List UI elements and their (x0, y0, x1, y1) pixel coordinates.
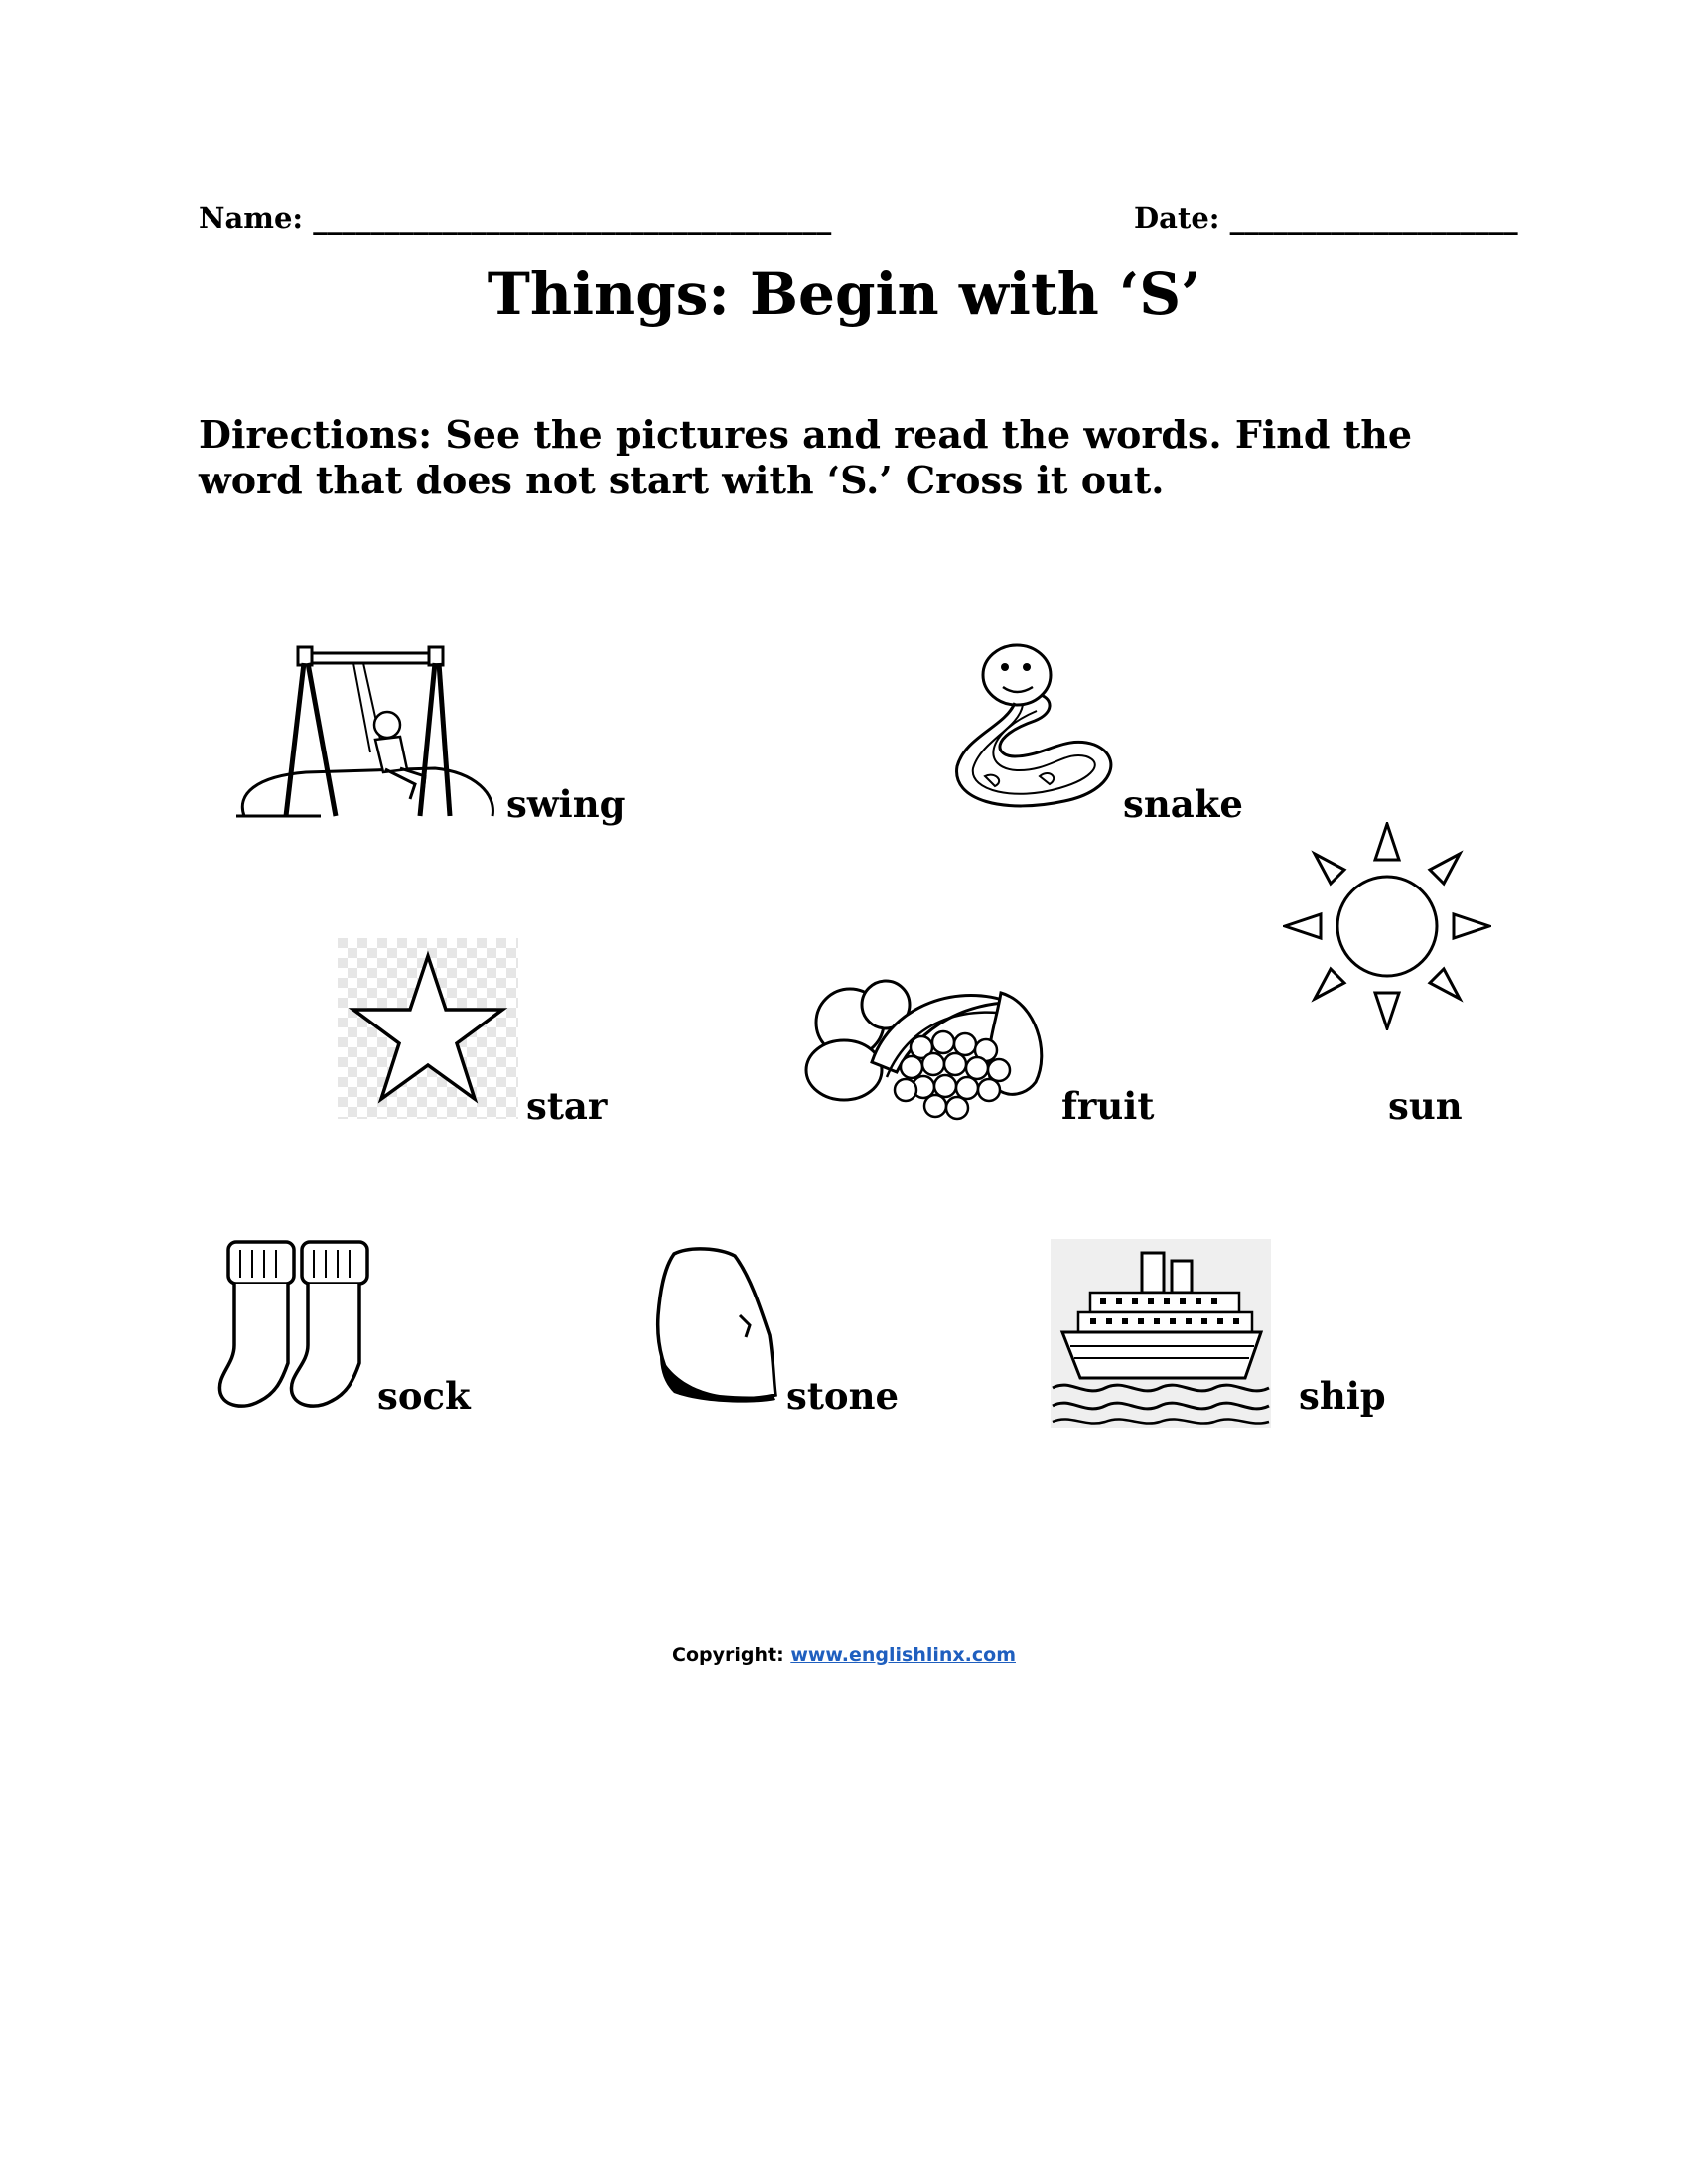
ship-icon (1051, 1239, 1271, 1428)
word-swing: swing (506, 782, 626, 826)
word-snake: snake (1123, 782, 1243, 826)
sun-icon (1283, 822, 1491, 1030)
star-icon (338, 938, 518, 1119)
word-sun: sun (1388, 1084, 1463, 1128)
copyright-label: Copyright: (672, 1644, 784, 1666)
fruit-icon (802, 963, 1055, 1122)
directions: Directions: See the pictures and read the words. Find the word that does not start with ‘S.’ Cross it out. (199, 412, 1413, 502)
word-ship: ship (1299, 1374, 1386, 1418)
word-fruit: fruit (1061, 1084, 1155, 1128)
swing-icon (236, 645, 499, 824)
website-link[interactable]: www.englishlinx.com (790, 1644, 1016, 1666)
word-star: star (526, 1084, 608, 1128)
copyright (0, 1644, 1688, 1666)
word-stone: stone (786, 1374, 900, 1418)
snake-icon (945, 637, 1124, 816)
stone-icon (650, 1246, 779, 1405)
page-title: Things: Begin with ‘S’ (487, 260, 1201, 328)
name-field: Name: ____________________________________ (199, 202, 832, 235)
word-sock: sock (377, 1374, 471, 1418)
date-field: Date: ____________________ (1134, 202, 1518, 235)
sock-icon (216, 1236, 380, 1410)
